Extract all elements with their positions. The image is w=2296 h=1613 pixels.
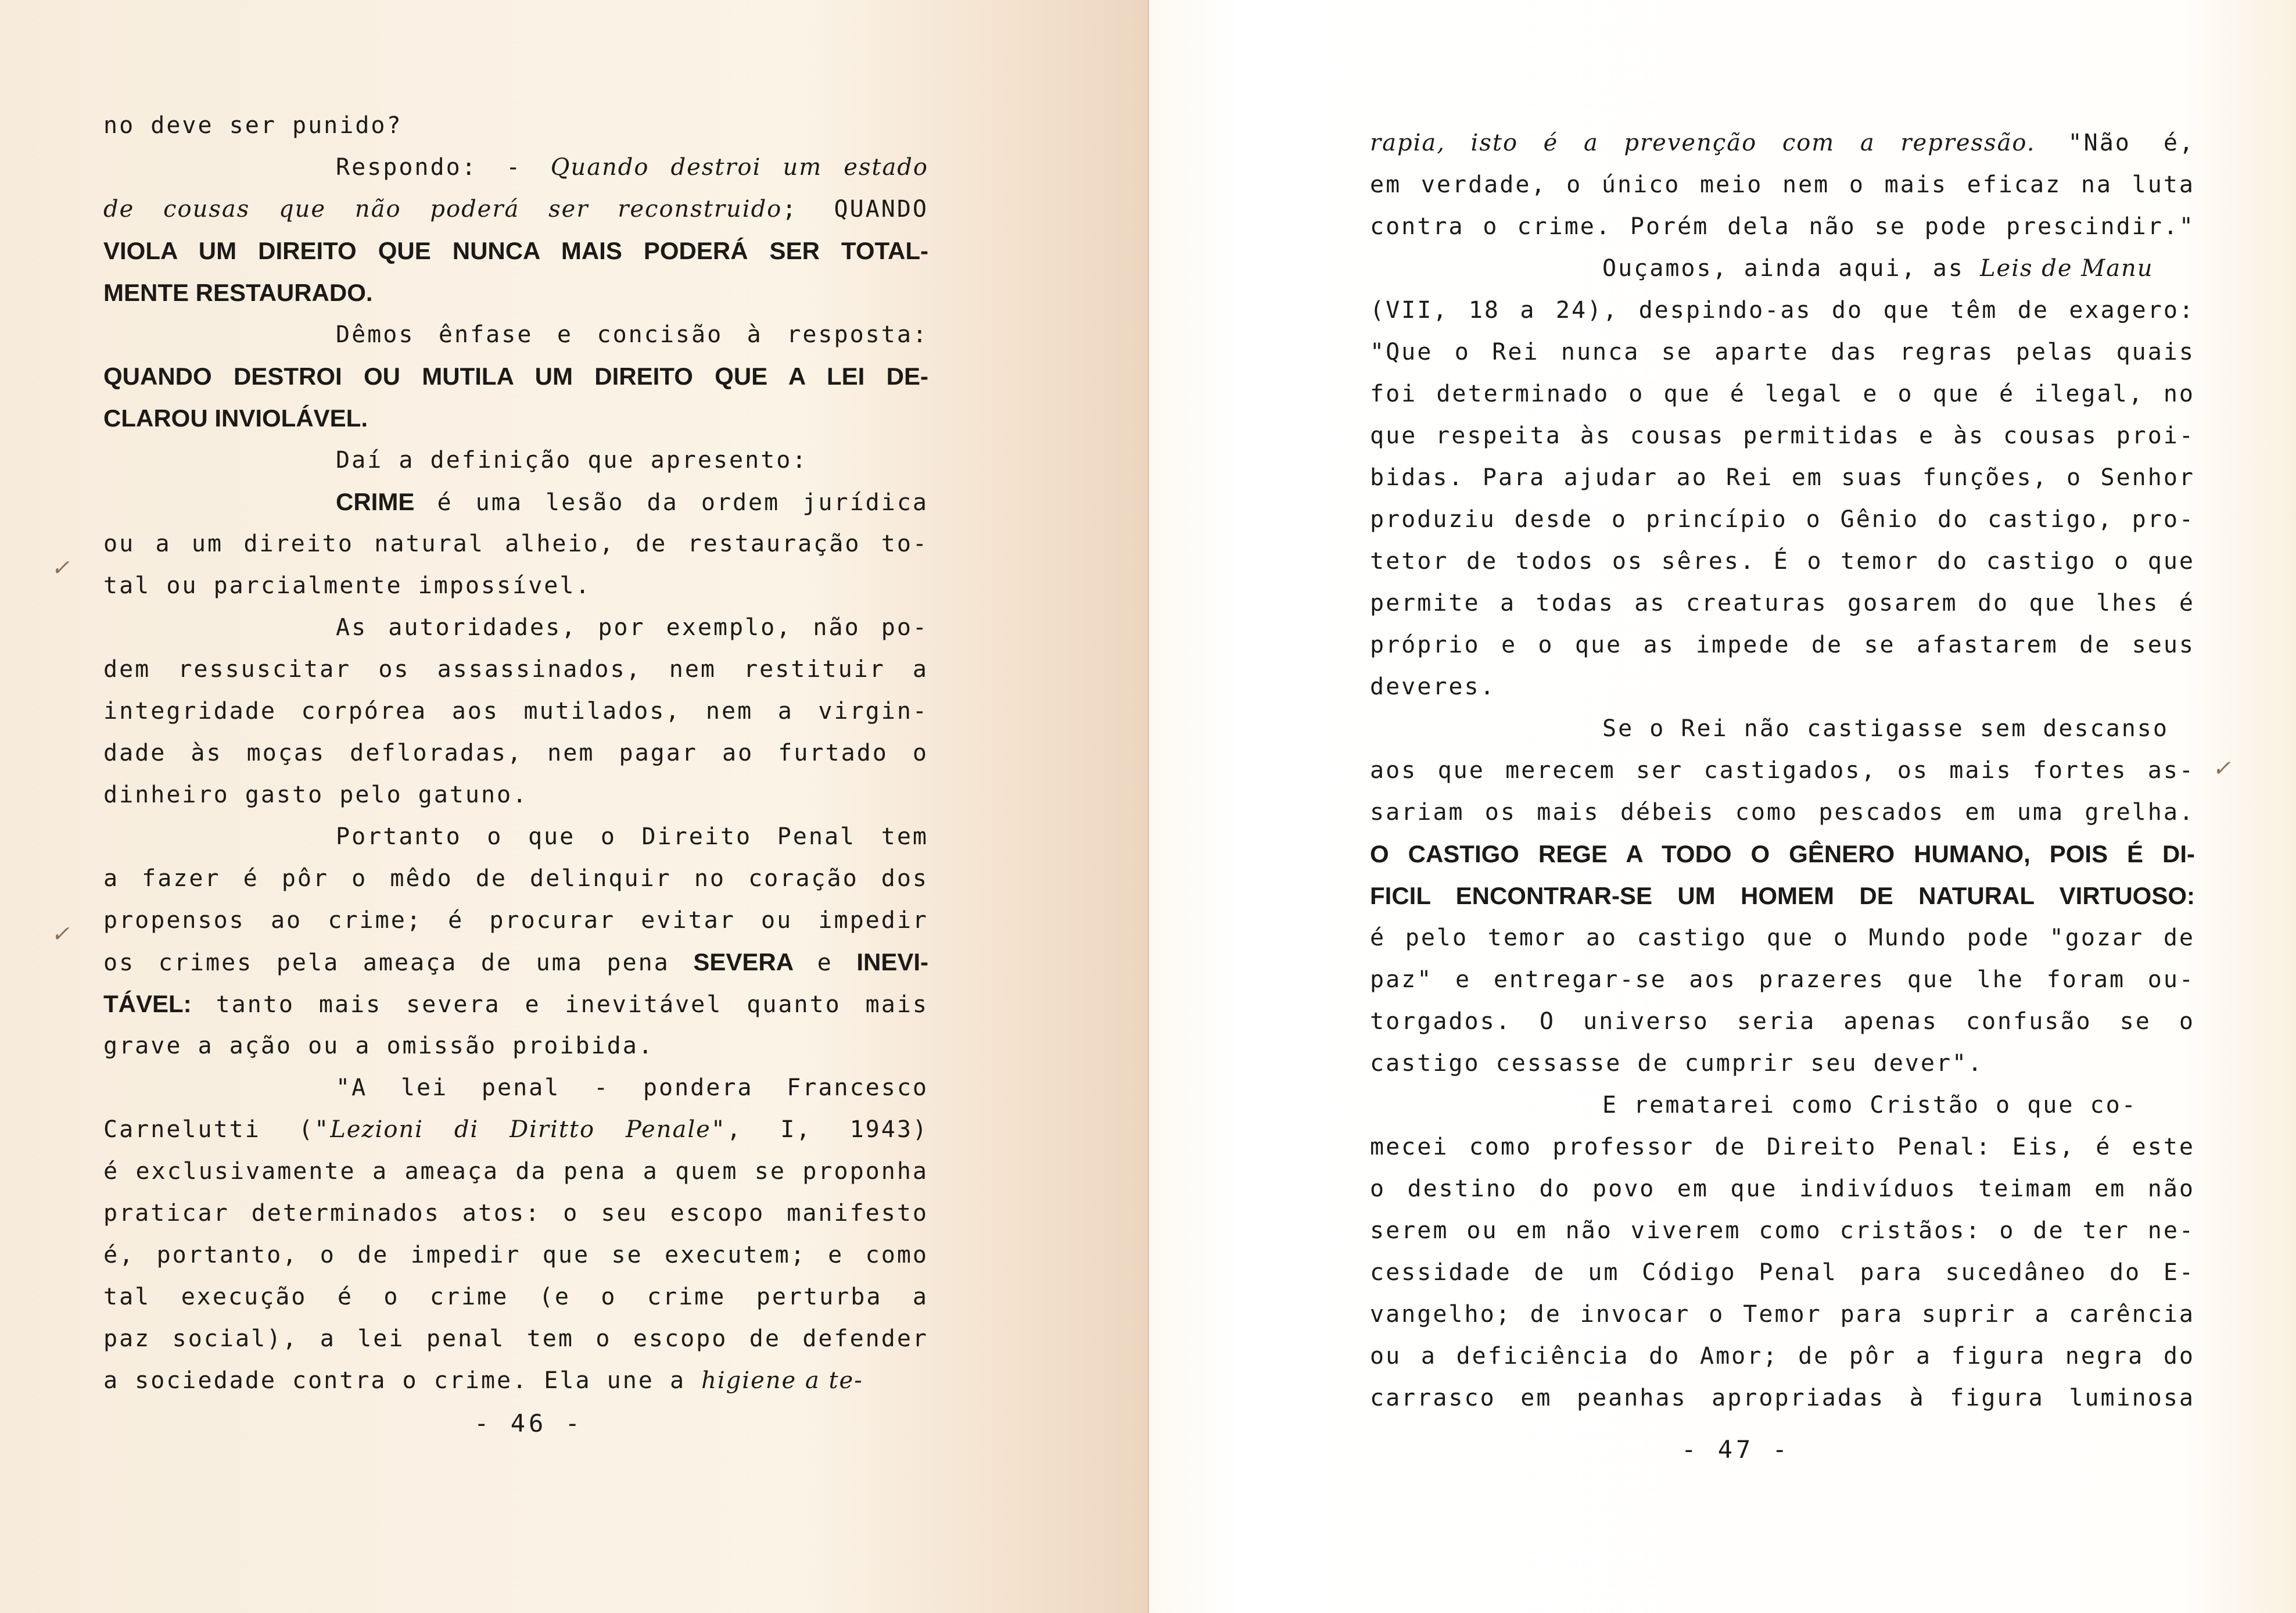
body-text: Portanto o que o Direito Penal tem (336, 823, 928, 850)
text-line (103, 356, 928, 397)
body-text: mecei como professor de Direito Penal: Eis, é este (1370, 1134, 2195, 1160)
body-text: torgados. O universo seria apenas confusão se o (1370, 1008, 2195, 1035)
body-text: castigo cessasse de cumprir seu dever". (1370, 1050, 1984, 1077)
italic-text: Leis de Manu (1979, 255, 2154, 282)
body-text: paz social), a lei penal tem o escopo de defender (103, 1325, 928, 1352)
text-line (1370, 959, 2195, 1001)
text-line (103, 774, 928, 816)
body-text: ; QUANDO (782, 196, 928, 223)
text-line (1370, 917, 2195, 959)
body-text: a sociedade contra o crime. Ela une a (103, 1367, 702, 1394)
italic-text: de cousas que não poderá ser reconstruido (103, 196, 783, 223)
text-line (103, 1025, 928, 1067)
body-text: foi determinado o que é legal e o que é ilegal, no (1370, 381, 2195, 407)
text-line (1370, 1126, 2195, 1168)
body-text: ou a um direito natural alheio, de restauração to- (103, 531, 928, 557)
text-line (103, 1109, 928, 1150)
text-line (1370, 624, 2195, 666)
text-line (1370, 1168, 2195, 1210)
emphasis-caps-text: INEVI- (856, 948, 928, 976)
emphasis-caps-text: TÁVEL: (103, 990, 192, 1017)
body-text: "Que o Rei nunca se aparte das regras pelas quais (1370, 339, 2195, 365)
text-line (103, 607, 928, 648)
body-text: bidas. Para ajudar ao Rei em suas funções, o Senhor (1370, 464, 2195, 491)
text-line (103, 1067, 928, 1109)
body-text: vangelho; de invocar o Temor para suprir a carência (1370, 1301, 2195, 1328)
text-line (1370, 1377, 2195, 1419)
left-page-number: - 46 - (474, 1409, 583, 1438)
italic-text: higiene a te- (701, 1367, 863, 1394)
text-line (1370, 1042, 2195, 1084)
body-text: a fazer é pôr o mêdo de delinquir no coração dos (103, 865, 928, 892)
text-line (103, 1318, 928, 1360)
text-line (1370, 248, 2195, 289)
text-line (103, 105, 928, 146)
right-page-text (1370, 122, 2195, 1419)
text-line (1370, 122, 2195, 164)
text-line (1370, 415, 2195, 457)
body-text: propensos ao crime; é procurar evitar ou impedir (103, 907, 928, 934)
body-text: aos que merecem ser castigados, os mais fortes as- (1370, 757, 2195, 784)
body-text: Dêmos ênfase e concisão à resposta: (336, 321, 928, 348)
emphasis-caps-text: O CASTIGO REGE A TODO O GÊNERO HUMANO, POIS É DI- (1370, 840, 2195, 868)
text-line (103, 230, 928, 272)
text-line (1370, 331, 2195, 373)
body-text: o destino do povo em que indivíduos teimam em não (1370, 1175, 2195, 1202)
text-line (1370, 582, 2195, 624)
body-text: "A lei penal - pondera Francesco (336, 1074, 928, 1101)
body-text: os crimes pela ameaça de uma pena (103, 949, 694, 976)
body-text: Ouçamos, ainda aqui, as (1602, 255, 1980, 282)
body-text: deveres. (1370, 673, 1496, 700)
body-text: dinheiro gasto pelo gatuno. (103, 782, 529, 808)
text-line (103, 858, 928, 899)
emphasis-caps-text: QUANDO DESTROI OU MUTILA UM DIREITO QUE A LEI DE- (103, 363, 928, 390)
text-line (1370, 457, 2195, 499)
text-line (1370, 833, 2195, 875)
body-text: e (794, 949, 857, 976)
text-line (1370, 1001, 2195, 1042)
text-line (103, 188, 928, 230)
pencil-check-mark-icon: ✓ (51, 921, 70, 947)
text-line (1370, 1252, 2195, 1293)
body-text: integridade corpórea aos mutilados, nem a virgin- (103, 698, 928, 725)
right-page-number: - 47 - (1681, 1435, 1791, 1464)
text-line (103, 732, 928, 774)
text-line (1370, 540, 2195, 582)
emphasis-caps-text: VIOLA UM DIREITO QUE NUNCA MAIS PODERÁ SER TOTAL- (103, 237, 928, 264)
pencil-check-mark-icon: ✓ (51, 555, 70, 580)
emphasis-caps-text: SEVERA (693, 948, 794, 976)
text-line (103, 1276, 928, 1318)
body-text: tal execução é o crime (e o crime perturba a (103, 1284, 928, 1310)
text-line (103, 899, 928, 941)
body-text: é pelo temor ao castigo que o Mundo pode "gozar de (1370, 924, 2195, 951)
pencil-check-mark-icon: ✓ (2212, 755, 2231, 781)
body-text: cessidade de um Código Penal para sucedâneo do E- (1370, 1259, 2195, 1286)
emphasis-caps-text: MENTE RESTAURADO. (103, 279, 373, 306)
body-text: é, portanto, o de impedir que se executem; e como (103, 1242, 928, 1268)
text-line (1370, 1293, 2195, 1335)
body-text: no deve ser punido? (103, 112, 403, 139)
text-line (1370, 708, 2195, 750)
body-text: dade às moças defloradas, nem pagar ao furtado o (103, 740, 928, 766)
body-text: tal ou parcialmente impossível. (103, 572, 591, 599)
text-line (103, 941, 928, 983)
text-line (103, 523, 928, 565)
body-text: em verdade, o único meio nem o mais eficaz na luta (1370, 171, 2195, 198)
body-text: produziu desde o princípio o Gênio do castigo, pro- (1370, 506, 2195, 533)
text-line (103, 1360, 928, 1401)
text-line (103, 439, 928, 481)
body-text: Carnelutti (" (103, 1116, 331, 1143)
text-line (103, 565, 928, 607)
text-line (103, 272, 928, 314)
text-line (1370, 1084, 2195, 1126)
body-text: dem ressuscitar os assassinados, nem restituir a (103, 656, 928, 683)
emphasis-caps-text: CLAROU INVIOLÁVEL. (103, 404, 368, 432)
body-text: próprio e o que as impede de se afastarem de seus (1370, 632, 2195, 658)
body-text: é uma lesão da ordem jurídica (414, 489, 928, 516)
text-line (103, 146, 928, 188)
body-text: Respondo: - (336, 154, 551, 181)
body-text: grave a ação ou a omissão proibida. (103, 1033, 654, 1059)
text-line (103, 1150, 928, 1192)
text-line (1370, 750, 2195, 791)
text-line (103, 1234, 928, 1276)
text-line (1370, 206, 2195, 248)
text-line (1370, 666, 2195, 708)
text-line (1370, 289, 2195, 331)
body-text: permite a todas as creaturas gosarem do que lhes é (1370, 590, 2195, 616)
text-line (103, 481, 928, 523)
emphasis-caps-text: FICIL ENCONTRAR-SE UM HOMEM DE NATURAL VIRTUOSO: (1370, 882, 2195, 909)
body-text: As autoridades, por exemplo, não po- (336, 614, 928, 641)
body-text: (VII, 18 a 24), despindo-as do que têm de exagero: (1370, 297, 2195, 324)
body-text: Daí a definição que apresento: (336, 447, 808, 474)
italic-text: Lezioni di Diritto Penale (330, 1116, 711, 1143)
body-text: praticar determinados atos: o seu escopo manifesto (103, 1200, 928, 1227)
text-line (1370, 164, 2195, 206)
body-text: que respeita às cousas permitidas e às cousas proi- (1370, 422, 2195, 449)
text-line (103, 314, 928, 356)
text-line (1370, 1335, 2195, 1377)
text-line (1370, 1210, 2195, 1252)
body-text: contra o crime. Porém dela não se pode prescindir." (1370, 213, 2195, 240)
left-page (0, 0, 1147, 1613)
body-text: paz" e entregar-se aos prazeres que lhe foram ou- (1370, 966, 2195, 993)
body-text: E rematarei como Cristão o que co- (1602, 1092, 2137, 1119)
text-line (103, 816, 928, 858)
text-line (103, 397, 928, 439)
body-text: Se o Rei não castigasse sem descanso (1602, 715, 2169, 742)
text-line (103, 1192, 928, 1234)
text-line (1370, 373, 2195, 415)
body-text: "Não é, (2035, 130, 2195, 156)
emphasis-caps-text: CRIME (336, 488, 415, 515)
left-page-text (103, 105, 928, 1401)
body-text: ", I, 1943) (711, 1116, 928, 1143)
body-text: serem ou em não viverem como cristãos: o de ter ne- (1370, 1217, 2195, 1244)
text-line (103, 648, 928, 690)
body-text: sariam os mais débeis como pescados em uma grelha. (1370, 799, 2195, 826)
text-line (103, 983, 928, 1025)
body-text: carrasco em peanhas apropriadas à figura luminosa (1370, 1385, 2195, 1411)
text-line (103, 690, 928, 732)
body-text: é exclusivamente a ameaça da pena a quem se proponha (103, 1158, 928, 1185)
text-line (1370, 499, 2195, 540)
right-page (1147, 0, 2296, 1613)
italic-text: Quando destroi um estado (550, 154, 928, 181)
body-text: ou a deficiência do Amor; de pôr a figura negra do (1370, 1343, 2195, 1370)
body-text: tetor de todos os sêres. É o temor do castigo o que (1370, 548, 2195, 575)
italic-text: rapia, isto é a prevenção com a repressão. (1370, 130, 2036, 156)
text-line (1370, 791, 2195, 833)
body-text: tanto mais severa e inevitável quanto mais (191, 991, 928, 1018)
text-line (1370, 875, 2195, 917)
